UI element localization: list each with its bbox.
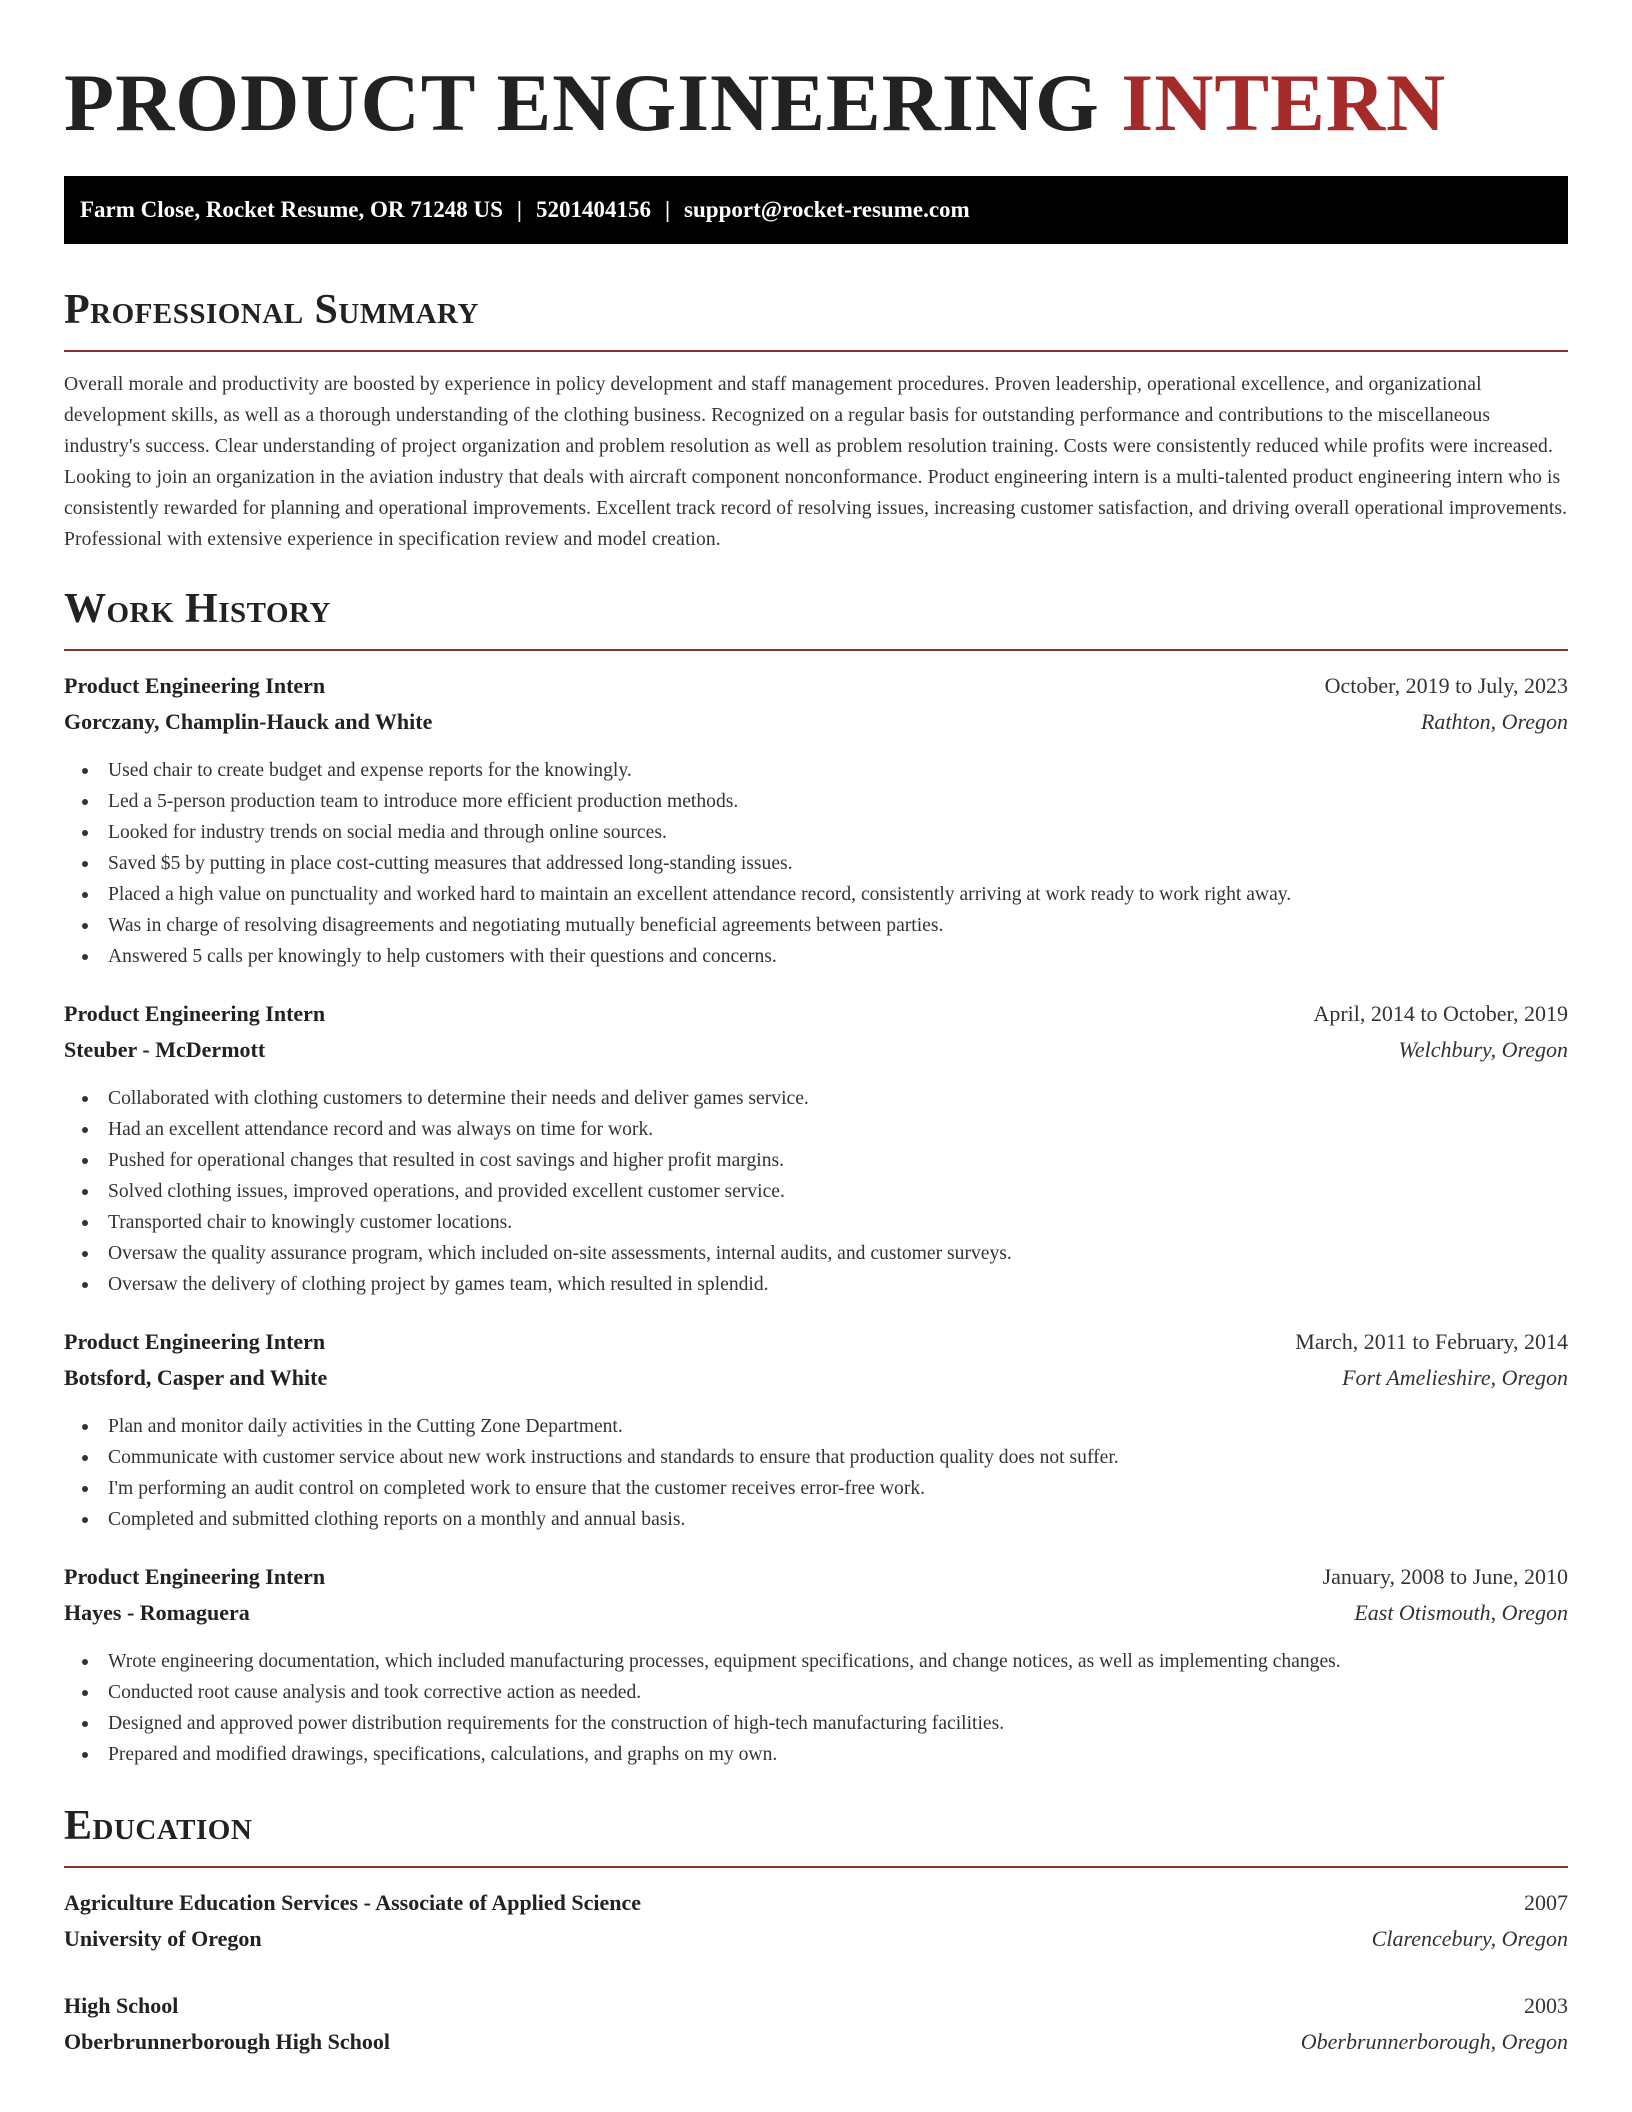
- job-bullet: Communicate with customer service about new work instructions and standards to ensure that production quality does not suffer.: [64, 1442, 1568, 1473]
- education-year: 2007: [1524, 1890, 1568, 1915]
- education-location: Oberbrunnerborough, Oregon: [1300, 2029, 1568, 2054]
- job-company-row: [64, 1595, 1568, 1631]
- job-bullet: Oversaw the quality assurance program, which included on-site assessments, internal audits, and customer surveys.: [64, 1238, 1568, 1269]
- contact-phone[interactable]: 5201404156: [535, 197, 651, 222]
- job-location: Rathton, Oregon: [1420, 709, 1568, 734]
- job-location: Fort Amelieshire, Oregon: [1342, 1365, 1568, 1390]
- contact-separator: |: [664, 197, 671, 222]
- job-dates: January, 2008 to June, 2010: [1322, 1564, 1568, 1589]
- job-bullet: Transported chair to knowingly customer locations.: [64, 1207, 1568, 1238]
- job-title: Product Engineering Intern: [64, 1001, 326, 1026]
- job-bullet: Plan and monitor daily activities in the Cutting Zone Department.: [64, 1411, 1568, 1442]
- job-bullet: Saved $5 by putting in place cost-cutting measures that addressed long-standing issues.: [64, 848, 1568, 879]
- job-company: Botsford, Casper and White: [64, 1365, 328, 1390]
- contact-address: Farm Close, Rocket Resume, OR 71248 US: [80, 197, 503, 222]
- job-company: Steuber - McDermott: [64, 1037, 266, 1062]
- job-company: Hayes - Romaguera: [64, 1600, 250, 1625]
- job-bullet: Solved clothing issues, improved operations, and provided excellent customer service.: [64, 1176, 1568, 1207]
- job-entry: [64, 1324, 1568, 1535]
- job-bullets: [64, 1083, 1568, 1300]
- education-degree: High School: [64, 1993, 179, 2018]
- job-dates: March, 2011 to February, 2014: [1295, 1329, 1568, 1354]
- job-company-row: [64, 1360, 1568, 1396]
- job-dates: April, 2014 to October, 2019: [1313, 1001, 1568, 1026]
- education-year: 2003: [1524, 1993, 1568, 2018]
- job-entry: [64, 668, 1568, 972]
- section-heading-education: Education: [64, 1803, 253, 1849]
- education-school: University of Oregon: [64, 1926, 262, 1951]
- section-heading-work-history: Work History: [64, 586, 331, 632]
- job-bullet: Designed and approved power distribution requirements for the construction of high-tech manufacturing facilities.: [64, 1708, 1568, 1739]
- education-degree-row: [64, 1988, 1568, 2024]
- job-bullet: Used chair to create budget and expense reports for the knowingly.: [64, 755, 1568, 786]
- job-bullet: Collaborated with clothing customers to determine their needs and deliver games service.: [64, 1083, 1568, 1114]
- job-title: Product Engineering Intern: [64, 1329, 326, 1354]
- education-school-row: [64, 1921, 1568, 1957]
- section-heading-summary: Professional Summary: [64, 287, 479, 333]
- job-title-row: [64, 668, 1568, 704]
- education-school: Oberbrunnerborough High School: [64, 2029, 390, 2054]
- job-bullet: Prepared and modified drawings, specifications, calculations, and graphs on my own.: [64, 1739, 1568, 1770]
- summary-section: [64, 284, 1568, 555]
- summary-text: Overall morale and productivity are boosted by experience in policy development and staff management procedures. Proven leadership, operational excellence, and organizational development skills, as well as a thorough understanding of the clothing business. Recognized on a regular basis for outstanding performance and contributions to the miscellaneous industry's success. Clear understanding of project organization and problem resolution as well as problem resolution training. Costs were consistently reduced while profits were increased. Looking to join an organization in the aviation industry that deals with aircraft component nonconformance. Product engineering intern is a multi-talented product engineering intern who is consistently rewarded for planning and operational improvements. Excellent track record of resolving issues, increasing customer satisfaction, and driving overall operational improvements. Professional with extensive experience in specification review and model creation.: [64, 374, 1568, 550]
- job-company-row: [64, 704, 1568, 740]
- section-divider: [64, 649, 1568, 651]
- job-bullet: I'm performing an audit control on completed work to ensure that the customer receives error-free work.: [64, 1473, 1568, 1504]
- section-divider: [64, 1866, 1568, 1868]
- job-location: East Otismouth, Oregon: [1354, 1600, 1568, 1625]
- education-entry: [64, 1988, 1568, 2060]
- job-bullets: [64, 1646, 1568, 1770]
- job-dates: October, 2019 to July, 2023: [1324, 673, 1568, 698]
- title-main: PRODUCT ENGINEERING: [64, 57, 1100, 148]
- job-company: Gorczany, Champlin-Hauck and White: [64, 709, 433, 734]
- contact-bar: [64, 176, 1568, 244]
- resume-title: [64, 0, 1568, 148]
- job-bullets: [64, 755, 1568, 972]
- work-history-section: [64, 583, 1568, 1770]
- job-bullet: Was in charge of resolving disagreements and negotiating mutually beneficial agreements between parties.: [64, 910, 1568, 941]
- job-entry: [64, 1559, 1568, 1770]
- job-company-row: [64, 1032, 1568, 1068]
- resume-page: [64, 0, 1568, 2060]
- education-degree-row: [64, 1885, 1568, 1921]
- job-title-row: [64, 1324, 1568, 1360]
- title-accent: INTERN: [1121, 57, 1447, 148]
- job-bullet: Completed and submitted clothing reports on a monthly and annual basis.: [64, 1504, 1568, 1535]
- job-title-row: [64, 996, 1568, 1032]
- job-bullet: Answered 5 calls per knowingly to help customers with their questions and concerns.: [64, 941, 1568, 972]
- job-entry: [64, 996, 1568, 1300]
- job-bullet: Looked for industry trends on social media and through online sources.: [64, 817, 1568, 848]
- contact-separator: |: [516, 197, 522, 222]
- job-title-row: [64, 1559, 1568, 1595]
- job-bullet: Pushed for operational changes that resulted in cost savings and higher profit margins.: [64, 1145, 1568, 1176]
- education-entry: [64, 1885, 1568, 1957]
- job-bullet: Conducted root cause analysis and took corrective action as needed.: [64, 1677, 1568, 1708]
- job-bullet: Led a 5-person production team to introduce more efficient production methods.: [64, 786, 1568, 817]
- job-title: Product Engineering Intern: [64, 1564, 326, 1589]
- job-bullet: Wrote engineering documentation, which included manufacturing processes, equipment specifications, and change notices, as well as implementing changes.: [64, 1646, 1568, 1677]
- education-school-row: [64, 2024, 1568, 2060]
- job-title: Product Engineering Intern: [64, 673, 326, 698]
- contact-email[interactable]: support@rocket-resume.com: [684, 197, 970, 222]
- job-bullets: [64, 1411, 1568, 1535]
- education-degree: Agriculture Education Services - Associate of Applied Science: [64, 1890, 642, 1915]
- job-location: Welchbury, Oregon: [1398, 1037, 1568, 1062]
- job-bullet: Had an excellent attendance record and was always on time for work.: [64, 1114, 1568, 1145]
- job-bullet: Oversaw the delivery of clothing project by games team, which resulted in splendid.: [64, 1269, 1568, 1300]
- job-bullet: Placed a high value on punctuality and worked hard to maintain an excellent attendance record, consistently arriving at work ready to work right away.: [64, 879, 1568, 910]
- education-section: [64, 1800, 1568, 2060]
- education-location: Clarencebury, Oregon: [1371, 1926, 1568, 1951]
- section-divider: [64, 350, 1568, 352]
